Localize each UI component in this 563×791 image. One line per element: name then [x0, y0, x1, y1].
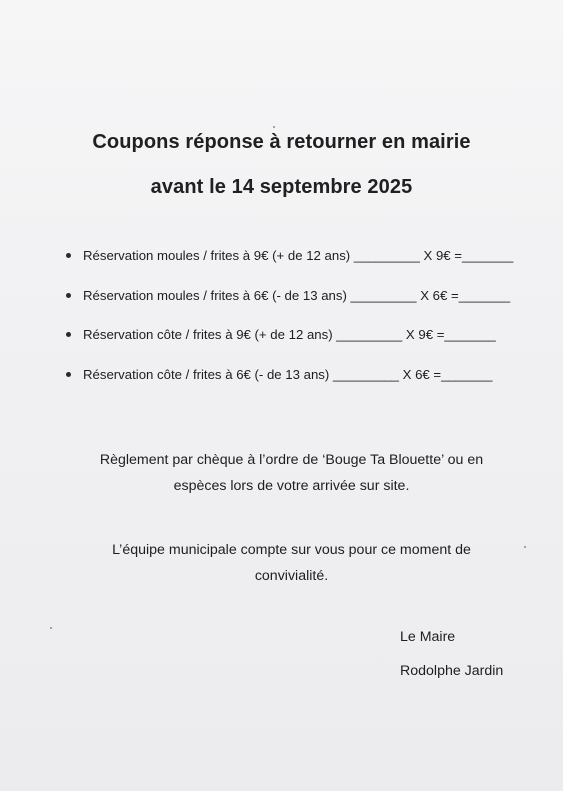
- team-paragraph: [40, 537, 543, 589]
- title-line-2: avant le 14 septembre 2025: [150, 176, 413, 198]
- reservation-text: Réservation moules / frites à 6€ (- de 13 ans) _________ X 6€ =_______: [83, 287, 511, 303]
- bullet-icon: [66, 372, 71, 377]
- team-line-1: L’équipe municipale compte sur vous pour ce moment de: [112, 542, 471, 558]
- reservation-text: Réservation côte / frites à 9€ (+ de 12 ans) _________ X 9€ =_______: [83, 327, 496, 342]
- bullet-icon: [66, 253, 71, 258]
- paper-speck: [273, 126, 275, 128]
- reservation-text: Réservation moules / frites à 9€ (+ de 12 ans) _________ X 9€ =_______: [83, 248, 514, 263]
- paper-speck: [50, 627, 52, 629]
- reservation-text: Réservation côte / frites à 6€ (- de 13 ans) _________ X 6€ =_______: [83, 366, 493, 382]
- bullet-icon: [66, 332, 71, 337]
- signature-role: Le Maire: [400, 629, 456, 645]
- paper-speck: [524, 546, 526, 548]
- payment-line-1: Règlement par chèque à l’ordre de ‘Bouge Ta Blouette’ ou en: [99, 452, 484, 468]
- payment-paragraph: [40, 447, 543, 499]
- team-line-2: convivialité.: [254, 568, 329, 584]
- bullet-icon: [66, 293, 71, 298]
- title-line-1: Coupons réponse à retourner en mairie: [92, 131, 471, 153]
- signature-name: Rodolphe Jardin: [400, 663, 504, 679]
- payment-line-2: espèces lors de votre arrivée sur site.: [173, 478, 410, 494]
